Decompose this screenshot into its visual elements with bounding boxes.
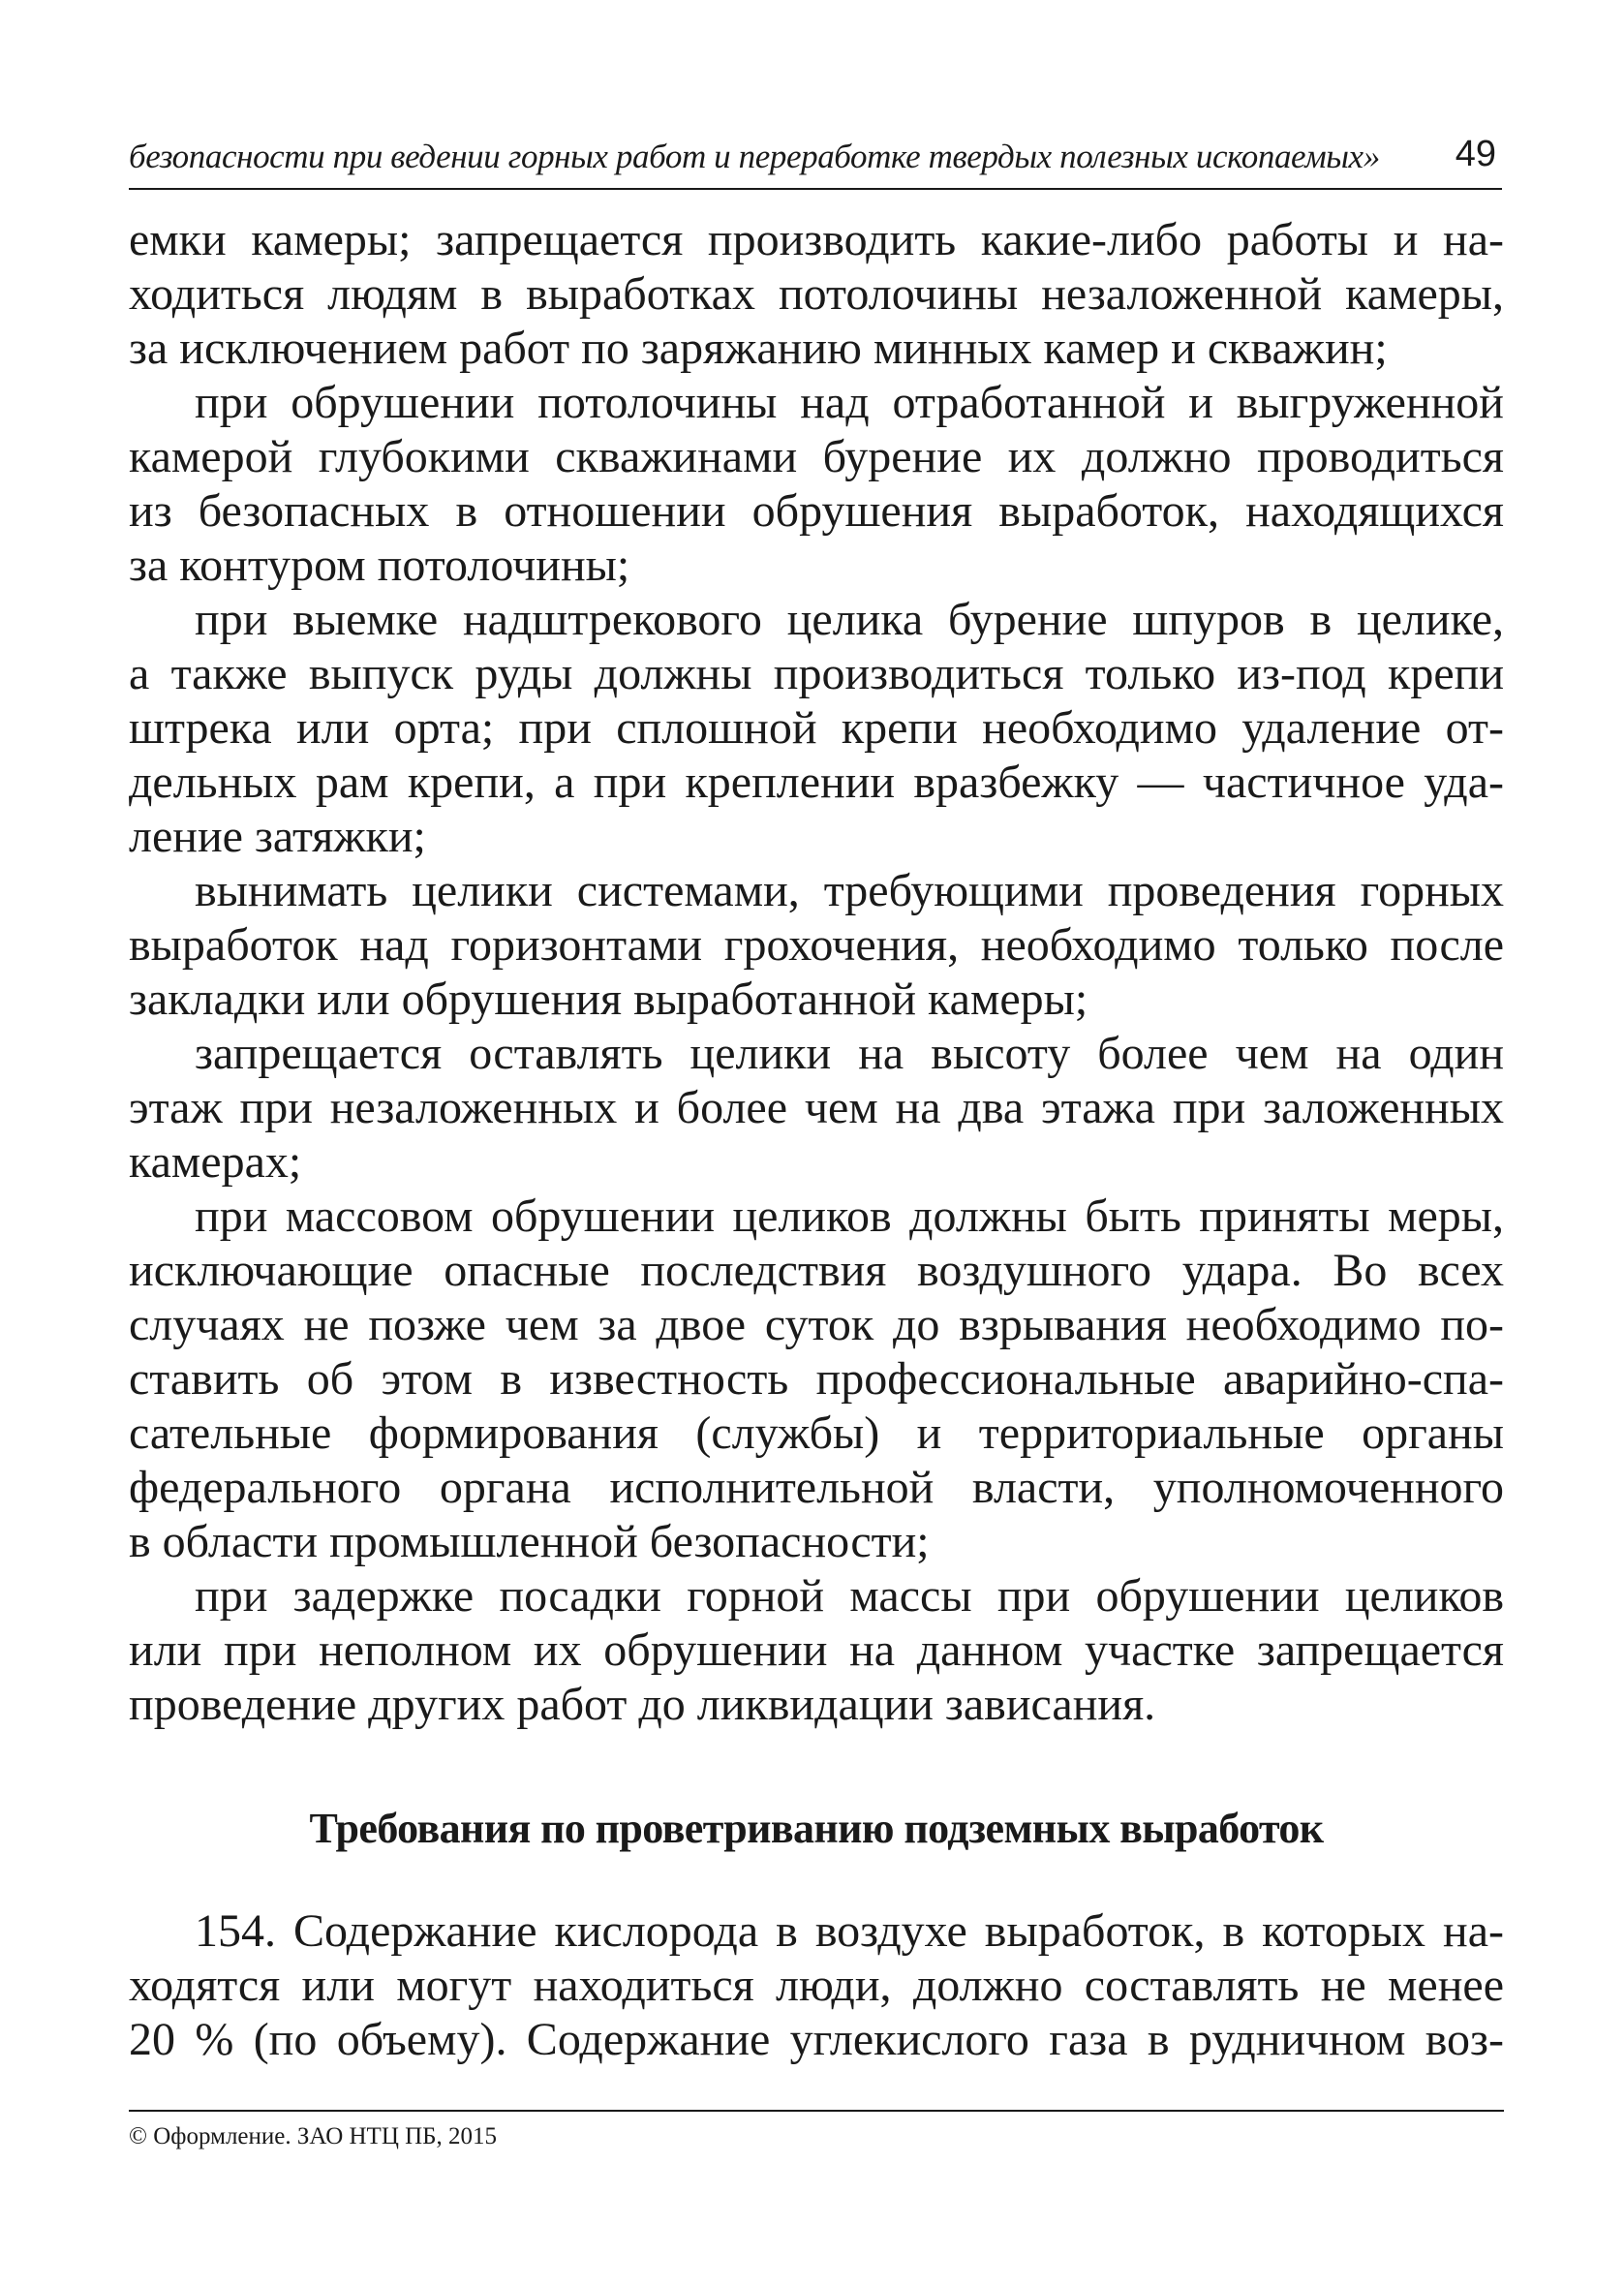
text-line: за исключением работ по заряжанию минных камер и скважин; xyxy=(129,323,1388,374)
text-line: камерой глубокими скважинами бурение их должно проводиться xyxy=(129,431,1504,482)
page-number: 49 xyxy=(1455,134,1496,174)
text-line: из безопасных в отношении обрушения выработок, находящихся xyxy=(129,485,1504,537)
paragraph xyxy=(129,864,1504,1027)
text-line: 154. Содержание кислорода в воздухе выработок, в которых на- xyxy=(195,1905,1504,1957)
paragraph xyxy=(129,1569,1504,1732)
copyright-note: © Оформление. ЗАО НТЦ ПБ, 2015 xyxy=(129,2123,498,2149)
text-line: выработок над горизонтами грохочения, необходимо только после xyxy=(129,919,1504,971)
text-line: этаж при незаложенных и более чем на два этажа при заложенных xyxy=(129,1082,1504,1133)
text-line: за контуром потолочины; xyxy=(129,540,630,591)
text-line: при обрушении потолочины над отработанной и выгруженной xyxy=(195,377,1504,428)
text-line: или при неполном их обрушении на данном участке запрещается xyxy=(129,1624,1504,1676)
text-line: случаях не позже чем за двое суток до взрывания необходимо по- xyxy=(129,1299,1504,1350)
paragraph xyxy=(129,1904,1504,2067)
paragraph xyxy=(129,213,1504,376)
text-line: ление затяжки; xyxy=(129,811,426,862)
text-line: при массовом обрушении целиков должны быть приняты меры, xyxy=(195,1190,1504,1242)
text-line: при задержке посадки горной массы при обрушении целиков xyxy=(195,1570,1504,1622)
text-line: в области промышленной безопасности; xyxy=(129,1516,930,1567)
text-line: а также выпуск руды должны производиться только из-под крепи xyxy=(129,648,1504,699)
text-line: штрека или орта; при сплошной крепи необходимо удаление от- xyxy=(129,702,1504,754)
text-line: дельных рам крепи, а при креплении вразбежку — частичное уда- xyxy=(129,757,1504,808)
text-line: ставить об этом в известность профессиональные аварийно-спа- xyxy=(129,1353,1504,1405)
text-line: исключающие опасные последствия воздушного удара. Во всех xyxy=(129,1245,1504,1296)
text-line: сательные формирования (службы) и территориальные органы xyxy=(129,1407,1504,1459)
paragraph xyxy=(129,376,1504,593)
text-line: ходятся или могут находиться люди, должно составлять не менее xyxy=(129,1960,1504,2011)
paragraph xyxy=(129,1190,1504,1569)
text-line: запрещается оставлять целики на высоту более чем на один xyxy=(195,1028,1504,1079)
footer-divider xyxy=(129,2110,1504,2112)
body-text xyxy=(129,213,1504,1732)
text-line: 20 % (по объему). Содержание углекислого газа в рудничном воз- xyxy=(129,2014,1504,2065)
paragraph xyxy=(129,1027,1504,1190)
text-line: камерах; xyxy=(129,1136,302,1188)
text-line: вынимать целики системами, требующими проведения горных xyxy=(195,865,1504,916)
text-line: при выемке надштрекового целика бурение шпуров в целике, xyxy=(195,594,1504,645)
text-line: емки камеры; запрещается производить какие-либо работы и на- xyxy=(129,214,1504,265)
text-line: проведение других работ до ликвидации зависания. xyxy=(129,1679,1156,1730)
text-line: ходиться людям в выработках потолочины незаложенной камеры, xyxy=(129,268,1504,320)
running-title: безопасности при ведении горных работ и переработке твердых полезных ископаемых» xyxy=(129,138,1380,175)
section-heading: Требования по проветриванию подземных выработок xyxy=(309,1805,1324,1852)
paragraph xyxy=(129,593,1504,864)
text-line: федерального органа исполнительной власти, уполномоченного xyxy=(129,1462,1504,1513)
section-body xyxy=(129,1904,1504,2067)
text-line: закладки или обрушения выработанной камеры; xyxy=(129,974,1088,1025)
running-header xyxy=(129,136,1502,190)
